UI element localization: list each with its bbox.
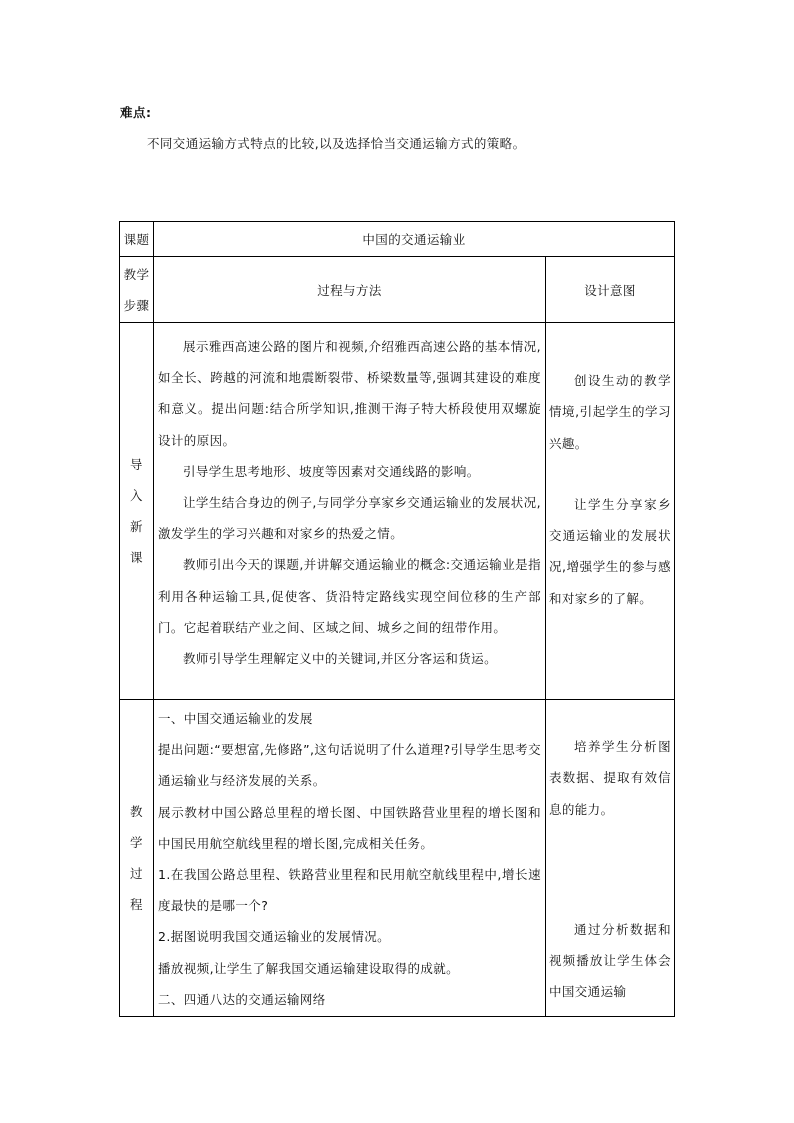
step-cell [120,323,154,700]
process-paragraph: 1.在我国公路总里程、铁路营业里程和民用航空航线里程中,增长速度最快的是哪一个? [158,867,541,914]
process-cell [154,323,546,700]
lesson-plan-table [119,221,675,1017]
table-row [120,700,675,1017]
process-paragraph: 二、四通八达的交通运输网络 [158,991,326,1007]
step-char: 程 [130,897,143,912]
topic-value: 中国的交通运输业 [154,222,675,257]
design-paragraph: 让学生分享家乡交通运输业的发展状况,增强学生的参与感和对家乡的了解。 [548,496,671,606]
step-cell [120,700,154,1017]
step-char: 入 [130,488,143,503]
process-paragraph: 2.据图说明我国交通运输业的发展情况。 [158,929,391,945]
design-cell [545,700,674,1017]
process-paragraph: 引导学生思考地形、坡度等因素对交通线路的影响。 [183,463,480,479]
process-paragraph: 让学生结合身边的例子,与同学分享家乡交通运输业的发展状况,激发学生的学习兴趣和对家乡的热爱之情。 [158,495,541,542]
design-cell [545,323,674,700]
process-header: 过程与方法 [154,257,546,323]
step-char: 课 [130,550,143,565]
design-paragraph: 创设生动的教学情境,引起学生的学习兴趣。 [548,373,671,451]
design-paragraph: 通过分析数据和视频播放让学生体会中国交通运输 [548,921,671,1000]
topic-label: 课题 [120,222,154,257]
process-cell [154,700,546,1017]
steps-label [120,257,154,323]
design-header: 设计意图 [545,257,674,323]
step-char: 导 [130,457,143,472]
steps-label-line: 步骤 [123,297,150,313]
step-char: 过 [130,866,143,881]
process-paragraph: 播放视频,让学生了解我国交通运输建设取得的成就。 [158,960,460,976]
process-paragraph: 提出问题:“要想富,先修路”,这句话说明了什么道理?引导学生思考交通运输业与经济发展的关系。 [158,742,541,789]
topic-row [120,222,675,257]
process-paragraph: 展示教材中国公路总里程的增长图、中国铁路营业里程的增长图和中国民用航空航线里程的增长图,完成相关任务。 [158,804,541,851]
process-paragraph: 一、中国交通运输业的发展 [158,711,313,726]
header-row [120,257,675,323]
table-row [120,323,675,700]
steps-label-line: 教学 [123,266,150,282]
step-char: 教 [130,804,143,819]
step-char: 学 [130,835,143,850]
design-paragraph: 培养学生分析图表数据、提取有效信息的能力。 [548,739,671,817]
step-char: 新 [130,519,143,534]
process-paragraph: 展示雅西高速公路的图片和视频,介绍雅西高速公路的基本情况,如全长、跨越的河流和地震断裂带、桥梁数量等,强调其建设的难度和意义。提出问题:结合所学知识,推测干海子特大桥段使用双螺旋设计的原因。 [158,339,541,448]
process-paragraph: 教师引导学生理解定义中的关键词,并区分客运和货运。 [183,651,497,667]
process-paragraph: 教师引出今天的课题,并讲解交通运输业的概念:交通运输业是指利用各种运输工具,促使客、货沿特定路线实现空间位移的生产部门。它起着联结产业之间、区域之间、城乡之间的纽带作用。 [158,557,541,635]
difficulty-heading: 难点: [120,105,152,120]
difficulty-text: 不同交通运输方式特点的比较,以及选择恰当交通运输方式的策略。 [147,136,526,151]
